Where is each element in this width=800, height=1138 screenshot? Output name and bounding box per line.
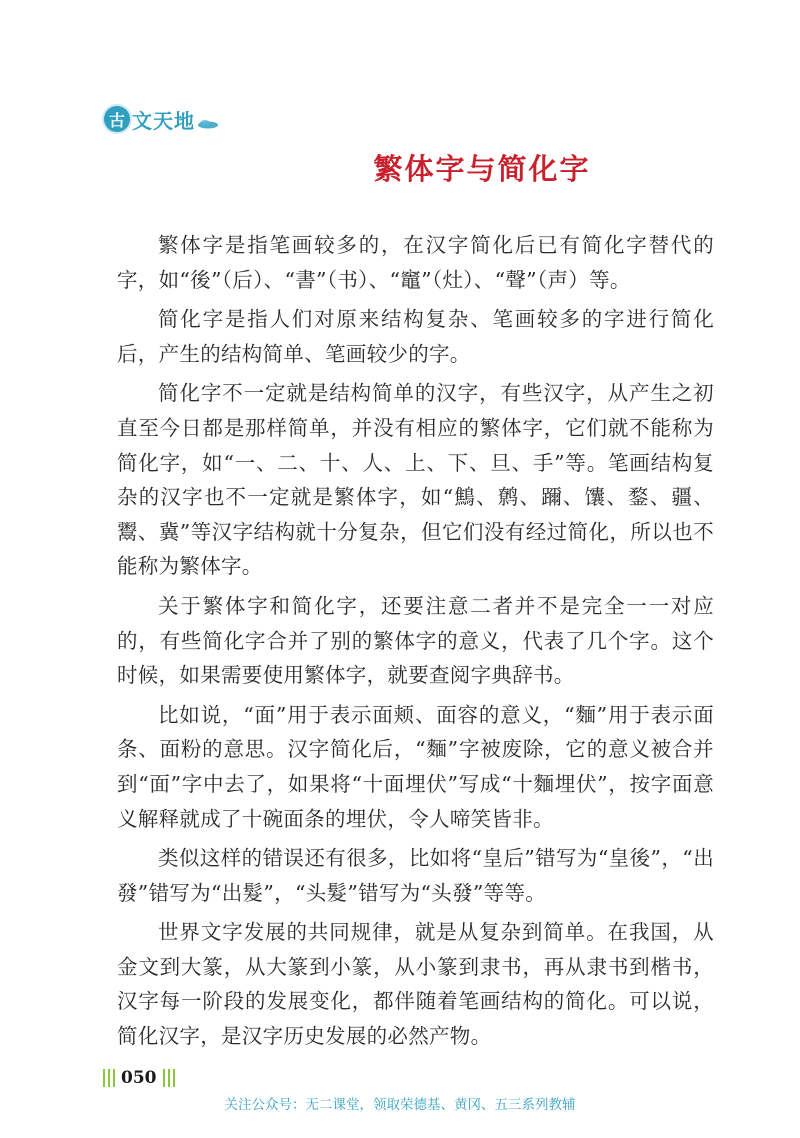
page-title: 繁体字与简化字 <box>373 152 591 186</box>
page-number <box>103 1067 175 1089</box>
page-number-text: 050 <box>121 1068 157 1088</box>
paragraph: 繁体字是指笔画较多的，在汉字简化后已有简化字替代的字，如“後”（后）、“書”（书）、“竈”（灶）、“聲”（声）等。 <box>117 233 714 292</box>
badge-text: 文天地 <box>132 108 195 133</box>
paragraph: 关于繁体字和简化字，还要注意二者并不是完全一一对应的，有些简化字合并了别的繁体字的意义，代表了几个字。这个时候，如果需要使用繁体字，就要查阅字典辞书。 <box>117 593 714 688</box>
paragraph: 简化字是指人们对原来结构复杂、笔画较多的字进行简化后，产生的结构简单、笔画较少的字。 <box>117 307 714 366</box>
cloud-icon <box>197 119 219 129</box>
left-bars-decoration <box>103 1069 115 1087</box>
paragraph: 简化字不一定就是结构简单的汉字，有些汉字，从产生之初直至今日都是那样简单，并没有相应的繁体字，它们就不能称为简化字，如“一、二、十、人、上、下、旦、手”等。笔画结构复杂的汉字也不一定就是繁体字，如“鷦、鹩、躎、馕、鍪、疆、鬻、冀”等汉字结构就十分复杂，但它们没有经过简化，所以也不能称为繁体字。 <box>117 381 714 579</box>
footer-note: 关注公众号：无二课堂，领取荣德基、黄冈、五三系列教辅 <box>224 1097 576 1113</box>
section-badge <box>104 104 219 134</box>
article-body <box>117 228 714 1059</box>
badge-circle-icon: 古 <box>104 106 130 132</box>
paragraph: 世界文字发展的共同规律，就是从复杂到简单。在我国，从金文到大篆，从大篆到小篆，从小篆到隶书，再从隶书到楷书，汉字每一阶段的发展变化，都伴随着笔画结构的简化。可以说，简化汉字，是汉字历史发展的必然产物。 <box>117 920 714 1049</box>
paragraph: 类似这样的错误还有很多，比如将“皇后”错写为“皇後”，“出發”错写为“出髮”，“头髮”错写为“头發”等等。 <box>117 846 714 905</box>
right-bars-decoration <box>163 1069 175 1087</box>
paragraph: 比如说，“面”用于表示面颊、面容的意义，“麵”用于表示面条、面粉的意思。汉字简化后，“麵”字被废除，它的意义被合并到“面”字中去了，如果将“十面埋伏”写成“十麵埋伏”，按字面意义解释就成了十碗面条的埋伏，令人啼笑皆非。 <box>117 702 714 831</box>
